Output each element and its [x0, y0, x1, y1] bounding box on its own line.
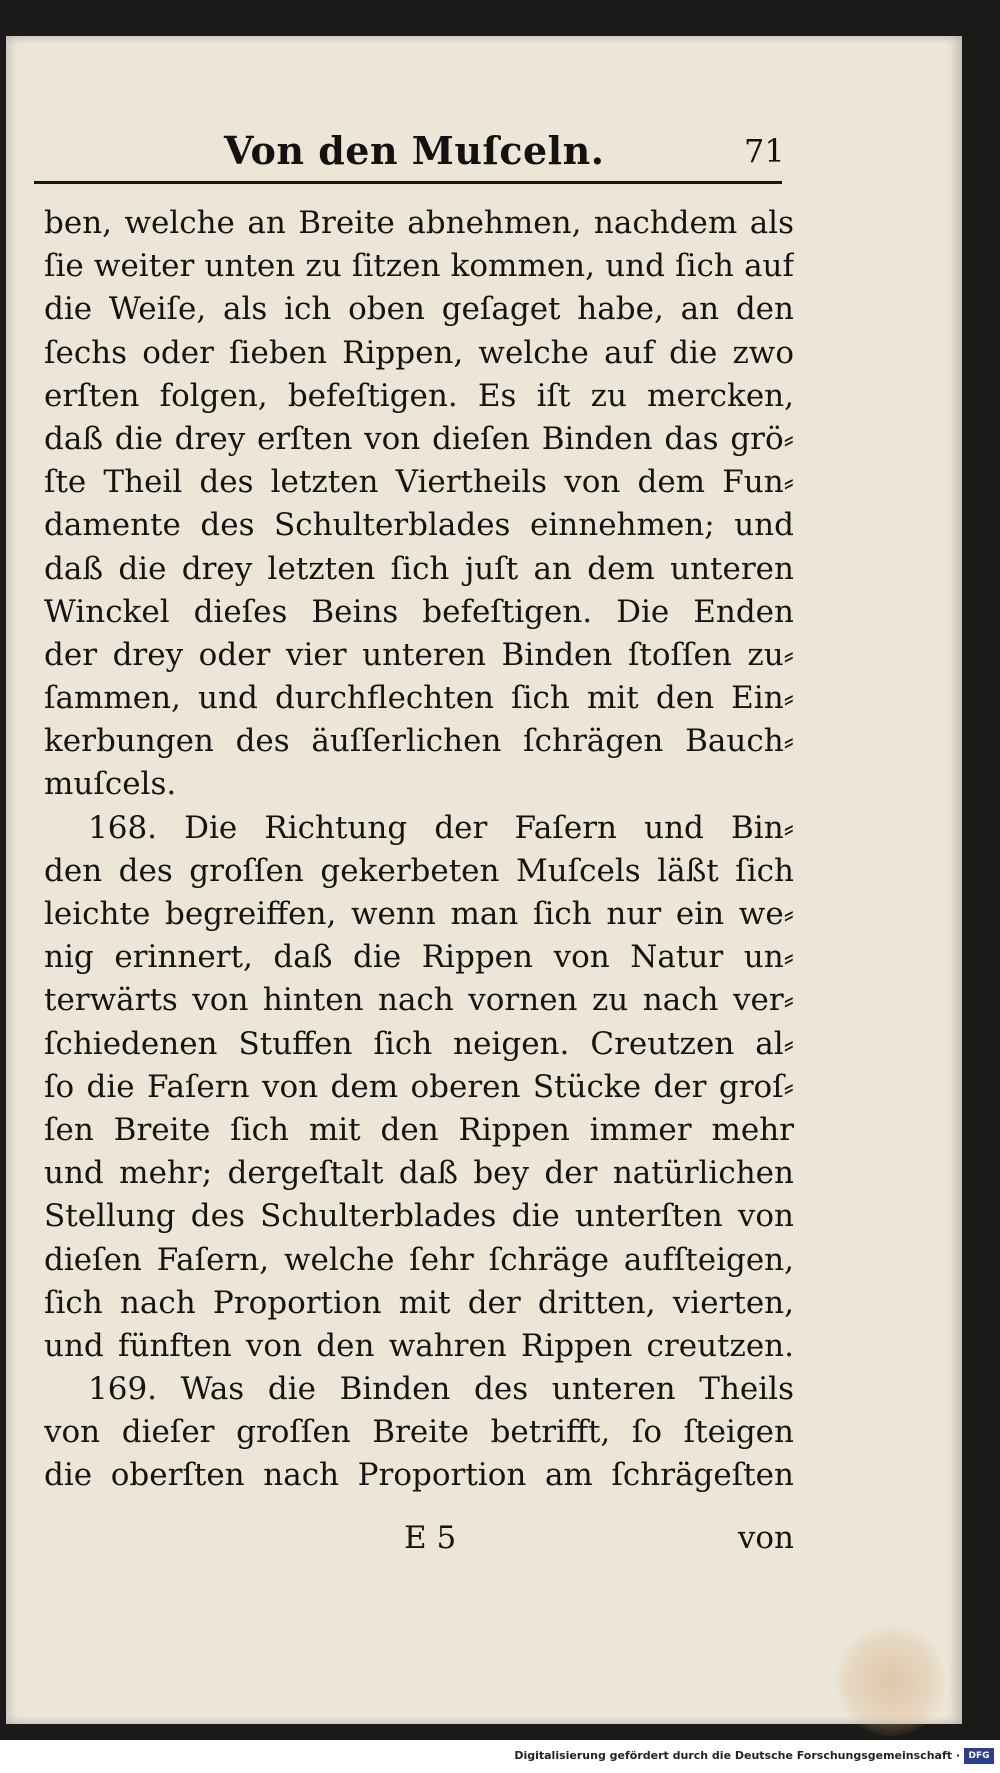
- credit-text: Digitalisierung gefördert durch die Deutsche Forschungsgemeinschaft ·: [514, 1749, 960, 1762]
- text-line: ſechs oder ſieben Rippen, welche auf die zwo: [44, 334, 794, 371]
- text-line: daß die drey erſten von dieſen Binden das grö⸗: [44, 420, 794, 457]
- text-line: leichte begreiffen, wenn man ſich nur ein we⸗: [44, 896, 794, 932]
- text-line: und mehr; dergeſtalt daß bey der natürlichen: [44, 1155, 794, 1192]
- dfg-logo: DFG: [964, 1748, 994, 1764]
- text-line: ſo die Faſern von dem oberen Stücke der groſ⸗: [44, 1068, 794, 1105]
- text-line: ſie weiter unten zu ſitzen kommen, und ſich auf: [44, 248, 794, 285]
- text-line: ben, welche an Breite abnehmen, nachdem als: [44, 205, 794, 241]
- page-number: 71: [744, 132, 785, 170]
- paragraph-169-start: 169. Was die Binden des unteren Theils: [88, 1371, 794, 1408]
- signature-mark: E 5: [404, 1520, 457, 1556]
- text-line: und fünften von den wahren Rippen creutzen.: [44, 1327, 794, 1364]
- page-header: [34, 120, 784, 180]
- paragraph-168-start: 168. Die Richtung der Faſern und Bin⸗: [88, 809, 794, 846]
- text-line: Stellung des Schulterblades die unterſten von: [44, 1198, 794, 1235]
- catchword: von: [737, 1520, 794, 1556]
- text-line: dieſen Faſern, welche ſehr ſchräge aufſteigen,: [44, 1241, 794, 1278]
- text-line: kerbungen des äuſſerlichen ſchrägen Bauch⸗: [44, 723, 794, 760]
- text-line: erſten folgen, befeſtigen. Es iſt zu mercken,: [44, 377, 794, 414]
- text-line: von dieſer groſſen Breite betrifft, ſo ſteigen: [44, 1414, 794, 1451]
- text-line: daß die drey letzten ſich juſt an dem unteren: [44, 550, 794, 587]
- credit-bar: [0, 1740, 1000, 1773]
- text-line: die oberſten nach Proportion am ſchrägeſten: [44, 1457, 794, 1494]
- body-text: [44, 202, 794, 1498]
- text-line: nig erinnert, daß die Rippen von Natur un⸗: [44, 939, 794, 976]
- text-line: ſchiedenen Stuffen ſich neigen. Creutzen al⸗: [44, 1025, 794, 1062]
- text-line: ſammen, und durchflechten ſich mit den Ein⸗: [44, 680, 794, 717]
- header-rule: [34, 181, 782, 184]
- text-line: muſcels.: [44, 766, 177, 803]
- text-line: terwärts von hinten nach vornen zu nach ver⸗: [44, 982, 794, 1019]
- page-stain: [836, 1626, 946, 1736]
- text-line: ſich nach Proportion mit der dritten, vierten,: [44, 1284, 794, 1321]
- running-title: Von den Muſceln.: [224, 128, 605, 173]
- page-footer: [44, 1520, 794, 1564]
- text-line: die Weiſe, als ich oben geſaget habe, an den: [44, 291, 794, 328]
- text-line: ſte Theil des letzten Viertheils von dem Fun⸗: [44, 464, 794, 501]
- text-line: ſen Breite ſich mit den Rippen immer mehr: [44, 1111, 794, 1148]
- text-line: Winckel dieſes Beins befeſtigen. Die Enden: [44, 593, 794, 630]
- text-line: der drey oder vier unteren Binden ſtoſſen zu⸗: [44, 636, 794, 673]
- text-line: damente des Schulterblades einnehmen; und: [44, 507, 794, 544]
- text-line: den des groſſen gekerbeten Muſcels läßt ſich: [44, 852, 794, 889]
